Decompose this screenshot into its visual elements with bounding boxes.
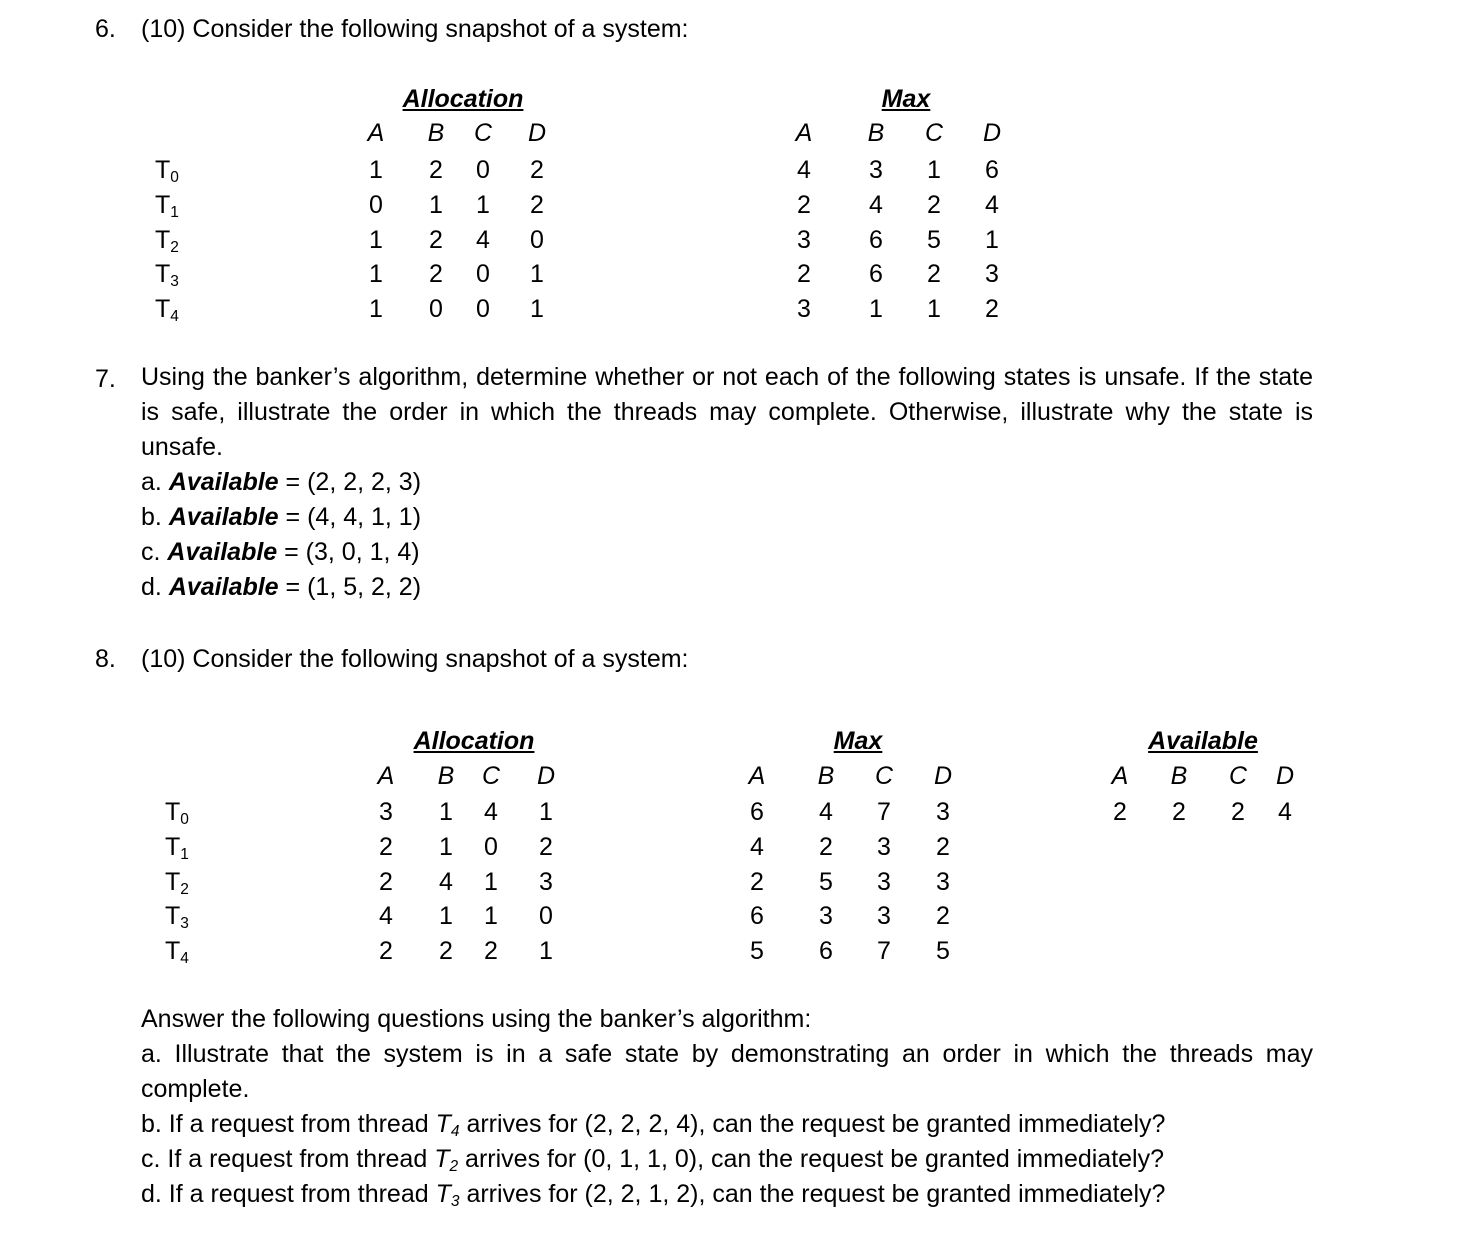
max-col-header: C [874,762,894,790]
allocation-cell: 2 [484,937,498,965]
max-cell: 4 [985,191,999,219]
max-cell: 1 [927,295,941,323]
q8-question-b: b. If a request from thread T4 arrives for (2, 2, 2, 4), can the request be granted immediately? [141,1110,1166,1141]
available-col-header: C [1228,762,1248,790]
max-cell: 7 [877,937,891,965]
max-cell: 6 [985,156,999,184]
max-cell: 3 [819,902,833,930]
max-col-header: B [867,119,885,147]
allocation-cell: 1 [369,295,383,323]
max-cell: 4 [750,833,764,861]
q7-item-b: b. Available = (4, 4, 1, 1) [141,503,422,531]
allocation-cell: 2 [439,937,453,965]
allocation-col-header: A [377,762,395,790]
q7-number: 7. [95,365,116,393]
max-cell: 3 [877,868,891,896]
allocation-cell: 0 [484,833,498,861]
max-cell: 3 [985,260,999,288]
q8-number: 8. [95,645,116,673]
max-cell: 3 [936,798,950,826]
available-value: 2 [1231,798,1245,826]
max-cell: 6 [869,226,883,254]
allocation-cell: 0 [476,260,490,288]
max-cell: 2 [750,868,764,896]
max-cell: 6 [750,798,764,826]
max-col-header: D [933,762,953,790]
thread-label: T0 [155,156,179,187]
allocation-cell: 4 [439,868,453,896]
max-title: Max [833,727,883,755]
allocation-cell: 1 [530,260,544,288]
allocation-col-header: B [437,762,455,790]
available-value: 4 [1278,798,1292,826]
thread-label: T1 [165,833,189,864]
max-cell: 6 [869,260,883,288]
available-value: 2 [1113,798,1127,826]
max-cell: 3 [797,295,811,323]
allocation-cell: 0 [476,295,490,323]
available-title: Available [1148,727,1258,755]
max-cell: 5 [927,226,941,254]
allocation-cell: 1 [476,191,490,219]
allocation-cell: 1 [439,902,453,930]
allocation-cell: 1 [539,798,553,826]
max-cell: 5 [819,868,833,896]
allocation-col-header: A [367,119,385,147]
max-cell: 7 [877,798,891,826]
thread-label: T2 [155,226,179,257]
q8-question-c: c. If a request from thread T2 arrives for (0, 1, 1, 0), can the request be granted immediately? [141,1145,1165,1176]
thread-label: T4 [155,295,179,326]
allocation-cell: 0 [429,295,443,323]
allocation-col-header: D [527,119,547,147]
allocation-cell: 4 [484,798,498,826]
allocation-cell: 1 [530,295,544,323]
allocation-col-header: B [427,119,445,147]
max-cell: 4 [797,156,811,184]
max-cell: 2 [936,902,950,930]
allocation-cell: 1 [439,833,453,861]
max-cell: 3 [869,156,883,184]
available-col-header: B [1170,762,1188,790]
max-cell: 1 [985,226,999,254]
allocation-cell: 0 [369,191,383,219]
max-col-header: A [748,762,766,790]
q8-question-a: a. Illustrate that the system is in a safe state by demonstrating an order in which the threads may complete. [141,1040,1313,1103]
max-cell: 6 [750,902,764,930]
max-cell: 2 [927,260,941,288]
allocation-col-header: C [473,119,493,147]
available-value: 2 [1172,798,1186,826]
max-cell: 3 [936,868,950,896]
allocation-cell: 1 [439,798,453,826]
allocation-cell: 2 [379,833,393,861]
allocation-cell: 2 [429,260,443,288]
q6-number: 6. [95,15,116,43]
thread-label: T3 [155,260,179,291]
q8-text: (10) Consider the following snapshot of a system: [141,645,689,673]
allocation-cell: 1 [429,191,443,219]
thread-label: T3 [165,902,189,933]
max-cell: 2 [927,191,941,219]
thread-label: T4 [165,937,189,968]
q8-question-d: d. If a request from thread T3 arrives for (2, 2, 1, 2), can the request be granted immediately? [141,1180,1166,1211]
q7-item-c: c. Available = (3, 0, 1, 4) [141,538,420,566]
max-title: Max [881,85,931,113]
allocation-cell: 0 [530,226,544,254]
max-cell: 1 [869,295,883,323]
max-cell: 4 [869,191,883,219]
allocation-cell: 0 [476,156,490,184]
allocation-cell: 1 [484,868,498,896]
allocation-cell: 2 [379,868,393,896]
thread-label: T2 [165,868,189,899]
allocation-cell: 4 [379,902,393,930]
allocation-cell: 1 [369,156,383,184]
max-cell: 2 [985,295,999,323]
max-cell: 2 [936,833,950,861]
q7-item-d: d. Available = (1, 5, 2, 2) [141,573,422,601]
allocation-cell: 2 [379,937,393,965]
q7-item-a: a. Available = (2, 2, 2, 3) [141,468,422,496]
max-col-header: B [817,762,835,790]
available-col-header: D [1275,762,1295,790]
max-cell: 3 [877,902,891,930]
max-cell: 2 [797,260,811,288]
max-cell: 4 [819,798,833,826]
max-cell: 1 [927,156,941,184]
max-col-header: C [924,119,944,147]
max-cell: 3 [877,833,891,861]
max-cell: 5 [936,937,950,965]
thread-label: T0 [165,798,189,829]
allocation-cell: 2 [539,833,553,861]
max-col-header: A [795,119,813,147]
q8-intro: Answer the following questions using the banker’s algorithm: [141,1005,812,1033]
max-cell: 5 [750,937,764,965]
allocation-cell: 2 [429,156,443,184]
q7-text: Using the banker’s algorithm, determine whether or not each of the following states is unsafe. If the state is safe, illustrate the order in which the threads may complete. Otherwise, illustrate why the state is unsafe. [141,363,1313,461]
max-cell: 2 [819,833,833,861]
allocation-cell: 1 [539,937,553,965]
allocation-cell: 1 [369,260,383,288]
allocation-col-header: D [536,762,556,790]
allocation-cell: 1 [484,902,498,930]
allocation-cell: 2 [530,191,544,219]
allocation-cell: 2 [429,226,443,254]
q6-text: (10) Consider the following snapshot of a system: [141,15,689,43]
allocation-title: Allocation [402,85,524,113]
max-cell: 3 [797,226,811,254]
allocation-cell: 4 [476,226,490,254]
allocation-title: Allocation [413,727,535,755]
available-col-header: A [1111,762,1129,790]
allocation-col-header: C [481,762,501,790]
thread-label: T1 [155,191,179,222]
max-cell: 2 [797,191,811,219]
max-col-header: D [982,119,1002,147]
max-cell: 6 [819,937,833,965]
allocation-cell: 3 [539,868,553,896]
allocation-cell: 1 [369,226,383,254]
allocation-cell: 0 [539,902,553,930]
allocation-cell: 2 [530,156,544,184]
allocation-cell: 3 [379,798,393,826]
